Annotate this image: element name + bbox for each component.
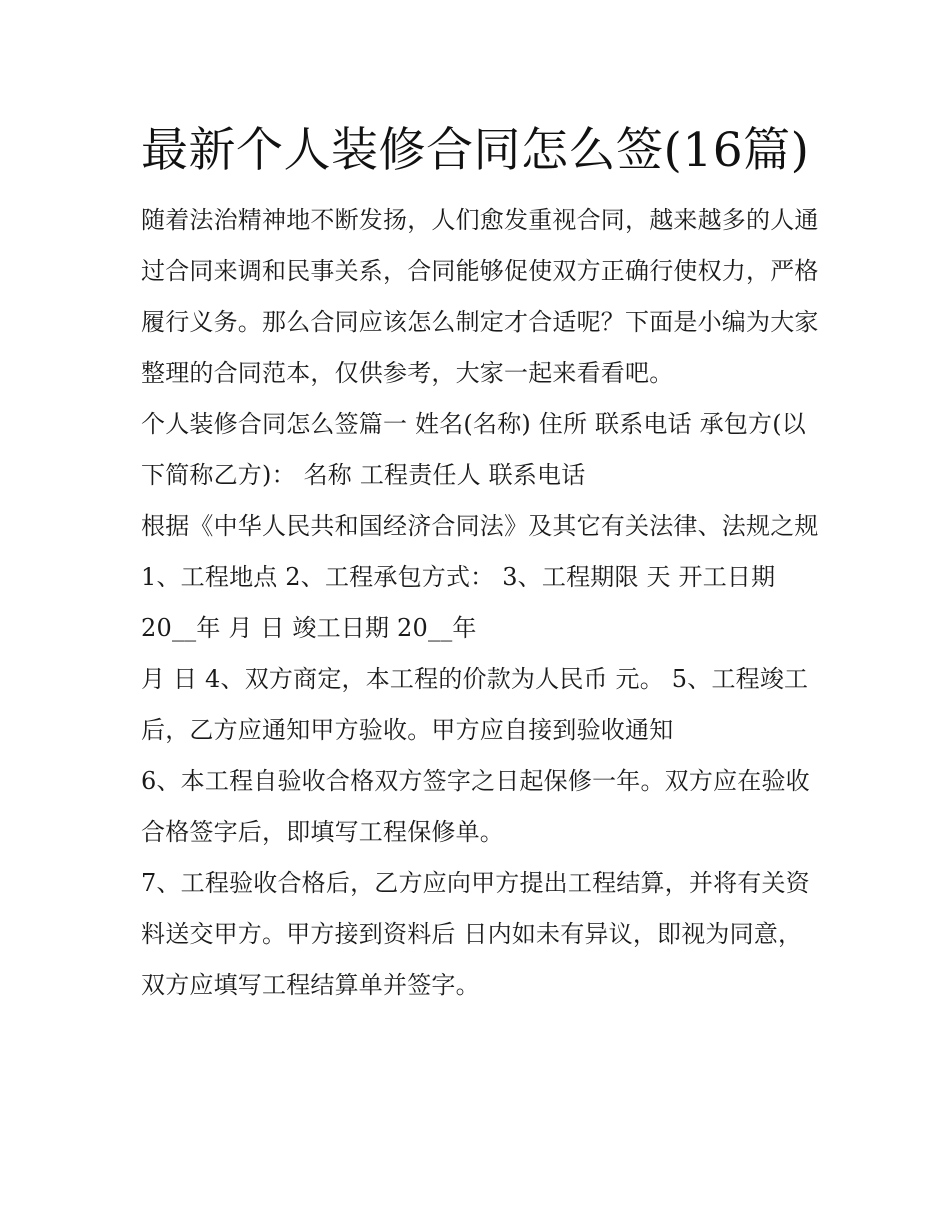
paragraph-intro: 随着法治精神地不断发扬，人们愈发重视合同，越来越多的人通过合同来调和民事关系，合同能够促使双方正确行使权力，严格履行义务。那么合同应该怎么制定才合适呢？下面是小编为大家整理的合同范本，仅供参考，大家一起来看看吧。 (141, 206, 819, 387)
paragraph-parties: 个人装修合同怎么签篇一 姓名(名称) 住所 联系电话 承包方(以下简称乙方)： 名称 工程责任人 联系电话 (141, 410, 807, 489)
paragraph-warranty: 6、本工程自验收合格双方签字之日起保修一年。双方应在验收合格签字后，即填写工程保修单。 (141, 767, 810, 846)
paragraph-terms: 根据《中华人民共和国经济合同法》及其它有关法律、法规之规 1、工程地点 2、工程承包方式： 3、工程期限 天 开工日期 20__年 月 日 竣工日期 20__年 (141, 512, 819, 642)
document-page (141, 112, 821, 1011)
document-title: 最新个人装修合同怎么签(16篇) (141, 123, 810, 178)
paragraph-price-acceptance: 月 日 4、双方商定，本工程的价款为人民币 元。 5、工程竣工后，乙方应通知甲方验收。甲方应自接到验收通知 (141, 665, 809, 744)
document-body (141, 195, 821, 1011)
paragraph-settlement: 7、工程验收合格后，乙方应向甲方提出工程结算，并将有关资料送交甲方。甲方接到资料后 日内如未有异议，即视为同意，双方应填写工程结算单并签字。 (141, 869, 810, 999)
